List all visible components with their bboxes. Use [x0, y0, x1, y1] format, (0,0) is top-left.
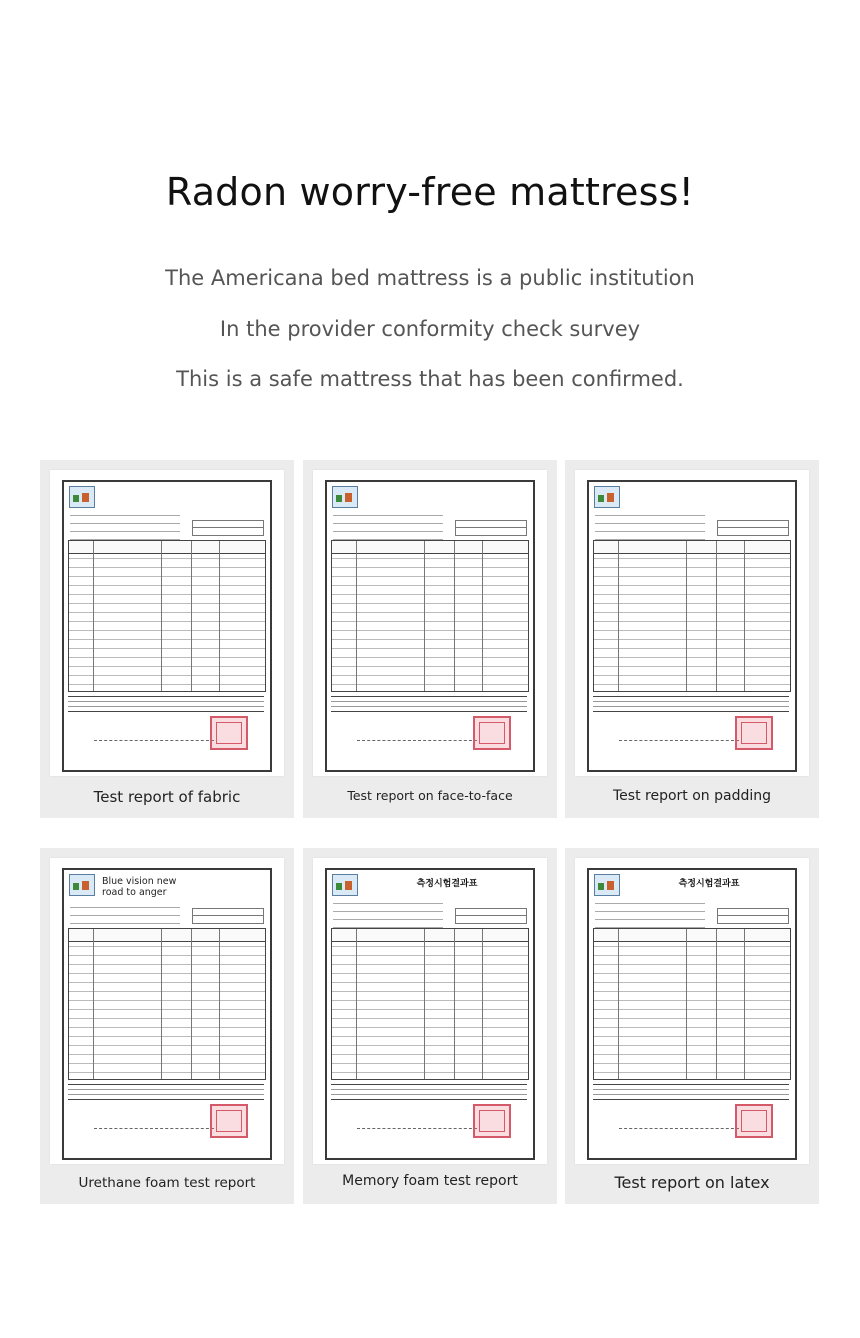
report-caption: Urethane foam test report	[78, 1175, 256, 1191]
report-card-urethane	[40, 848, 294, 1204]
report-document	[575, 858, 809, 1164]
lab-logo-icon	[332, 486, 358, 508]
report-card-fabric	[40, 460, 294, 818]
report-caption: Test report of fabric	[93, 788, 241, 806]
red-seal-icon	[210, 1104, 248, 1138]
report-document	[575, 470, 809, 776]
lab-logo-icon	[594, 486, 620, 508]
intro-line-3: This is a safe mattress that has been confirmed.	[176, 367, 684, 391]
red-seal-icon	[473, 1104, 511, 1138]
lab-logo-icon	[594, 874, 620, 896]
test-report-sheet	[62, 480, 272, 772]
report-document	[50, 470, 284, 776]
doc-title: 측정시험결과표	[678, 879, 740, 889]
results-table	[331, 928, 529, 1080]
report-document	[50, 858, 284, 1164]
page-title: Radon worry-free mattress!	[165, 170, 695, 214]
test-report-sheet	[325, 868, 535, 1160]
report-card-padding	[565, 460, 819, 818]
intro-line-2: In the provider conformity check survey	[219, 317, 641, 341]
test-report-sheet	[325, 480, 535, 772]
intro-line-1: The Americana bed mattress is a public institution	[165, 266, 695, 290]
results-table	[593, 540, 791, 692]
doc-title: 측정시험결과표	[416, 879, 478, 889]
report-document	[313, 858, 547, 1164]
report-document	[313, 470, 547, 776]
red-seal-icon	[735, 716, 773, 750]
report-caption: Memory foam test report	[342, 1173, 518, 1189]
test-report-sheet	[587, 480, 797, 772]
results-table	[68, 540, 266, 692]
red-seal-icon	[735, 1104, 773, 1138]
report-caption: Test report on padding	[612, 788, 771, 804]
results-table	[331, 540, 529, 692]
test-report-sheet	[62, 868, 272, 1160]
overlay-note: Blue vision new road to anger	[102, 876, 192, 898]
results-table	[593, 928, 791, 1080]
red-seal-icon	[210, 716, 248, 750]
red-seal-icon	[473, 716, 511, 750]
lab-logo-icon	[332, 874, 358, 896]
test-report-sheet	[587, 868, 797, 1160]
report-caption: Test report on face-to-face	[347, 788, 513, 803]
report-caption: Test report on latex	[614, 1173, 770, 1192]
results-table	[68, 928, 266, 1080]
report-card-memory-foam	[303, 848, 557, 1204]
lab-logo-icon	[69, 486, 95, 508]
report-card-latex	[565, 848, 819, 1204]
report-card-face-to-face	[303, 460, 557, 818]
lab-logo-icon	[69, 874, 95, 896]
